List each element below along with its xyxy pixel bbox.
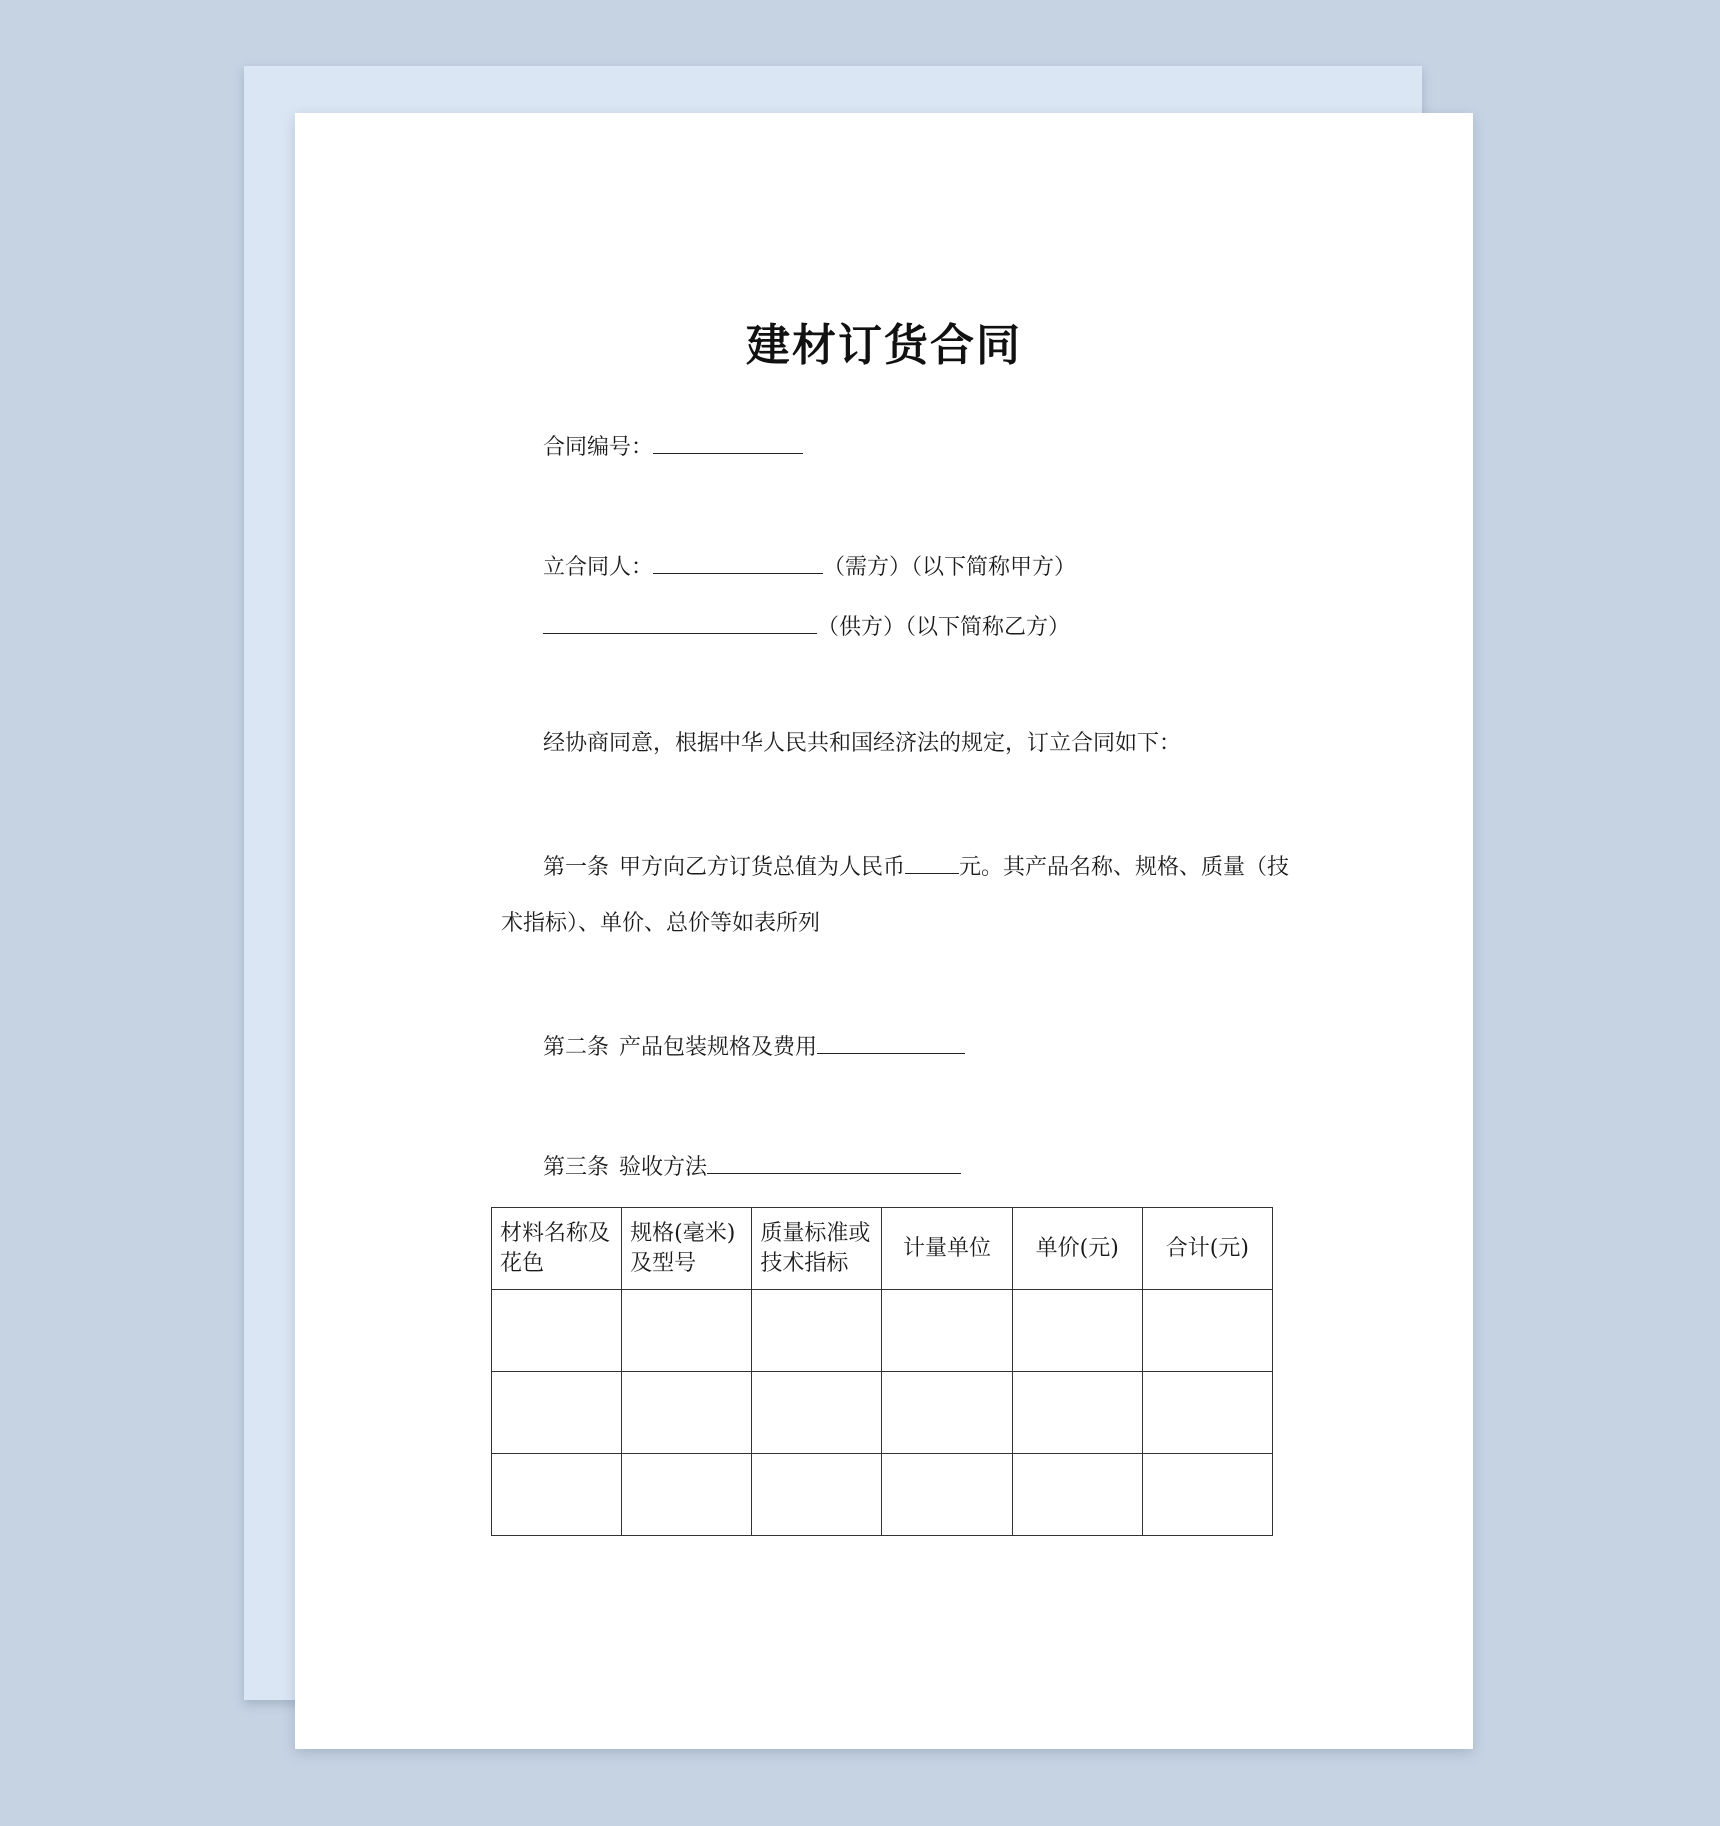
- article2-label: 第二条: [543, 1035, 610, 1060]
- table-row: [492, 1290, 1273, 1372]
- contract-number-label: 合同编号：: [543, 435, 654, 460]
- table-cell[interactable]: [752, 1454, 882, 1536]
- article1-line2: [501, 909, 820, 939]
- product-table: [491, 1207, 1273, 1536]
- table-cell[interactable]: [752, 1290, 882, 1372]
- contract-number-line: [543, 429, 803, 463]
- article3-label: 第三条: [543, 1155, 610, 1180]
- article1-line1: [543, 849, 1289, 883]
- header-quality-standard: 质量标准或 技术指标: [752, 1208, 882, 1290]
- packaging-field[interactable]: [817, 1029, 965, 1054]
- table-cell[interactable]: [1142, 1454, 1272, 1536]
- table-cell[interactable]: [1012, 1454, 1142, 1536]
- table-cell[interactable]: [1012, 1290, 1142, 1372]
- header-spec-model: 规格(毫米) 及型号: [622, 1208, 752, 1290]
- contract-number-field[interactable]: [653, 429, 803, 454]
- party-b-line: [543, 609, 1070, 643]
- table-row: [492, 1454, 1273, 1536]
- table-cell[interactable]: [1142, 1372, 1272, 1454]
- table-cell[interactable]: [1142, 1290, 1272, 1372]
- article2-text: 产品包装规格及费用: [619, 1035, 818, 1060]
- table-cell[interactable]: [1012, 1372, 1142, 1454]
- header-material-name: 材料名称及 花色: [492, 1208, 622, 1290]
- party-b-field[interactable]: [543, 609, 817, 634]
- party-a-suffix: （需方）（以下简称甲方）: [823, 555, 1077, 580]
- intro-text: 经协商同意，根据中华人民共和国经济法的规定，订立合同如下：: [543, 731, 1182, 756]
- header-unit: 计量单位: [882, 1208, 1012, 1290]
- table-cell[interactable]: [622, 1454, 752, 1536]
- article1-text-c: 术指标）、单价、总价等如表所列: [501, 911, 821, 936]
- table-cell[interactable]: [752, 1372, 882, 1454]
- article2-line: [543, 1029, 965, 1063]
- article3-text: 验收方法: [619, 1155, 708, 1180]
- table-row: [492, 1372, 1273, 1454]
- party-b-suffix: （供方）（以下简称乙方）: [817, 615, 1071, 640]
- contract-page: [295, 113, 1473, 1749]
- table-cell[interactable]: [492, 1290, 622, 1372]
- total-value-field[interactable]: [905, 849, 959, 874]
- header-total: 合计(元): [1142, 1208, 1272, 1290]
- table-cell[interactable]: [492, 1454, 622, 1536]
- document-title: 建材订货合同: [746, 320, 1022, 371]
- header-unit-price: 单价(元): [1012, 1208, 1142, 1290]
- table-cell[interactable]: [882, 1372, 1012, 1454]
- article1-text-b: 元。其产品名称、规格、质量（技: [959, 855, 1290, 880]
- table-cell[interactable]: [622, 1372, 752, 1454]
- intro-paragraph: [543, 729, 1181, 759]
- party-label: 立合同人：: [543, 555, 654, 580]
- table-cell[interactable]: [622, 1290, 752, 1372]
- table-cell[interactable]: [882, 1454, 1012, 1536]
- table-header-row: [492, 1208, 1273, 1290]
- article3-line: [543, 1149, 961, 1183]
- inspection-field[interactable]: [707, 1149, 961, 1174]
- article1-text-a: 甲方向乙方订货总值为人民币: [619, 855, 906, 880]
- table-cell[interactable]: [492, 1372, 622, 1454]
- table-cell[interactable]: [882, 1290, 1012, 1372]
- party-a-field[interactable]: [653, 549, 823, 574]
- party-a-line: [543, 549, 1076, 583]
- article1-label: 第一条: [543, 855, 610, 880]
